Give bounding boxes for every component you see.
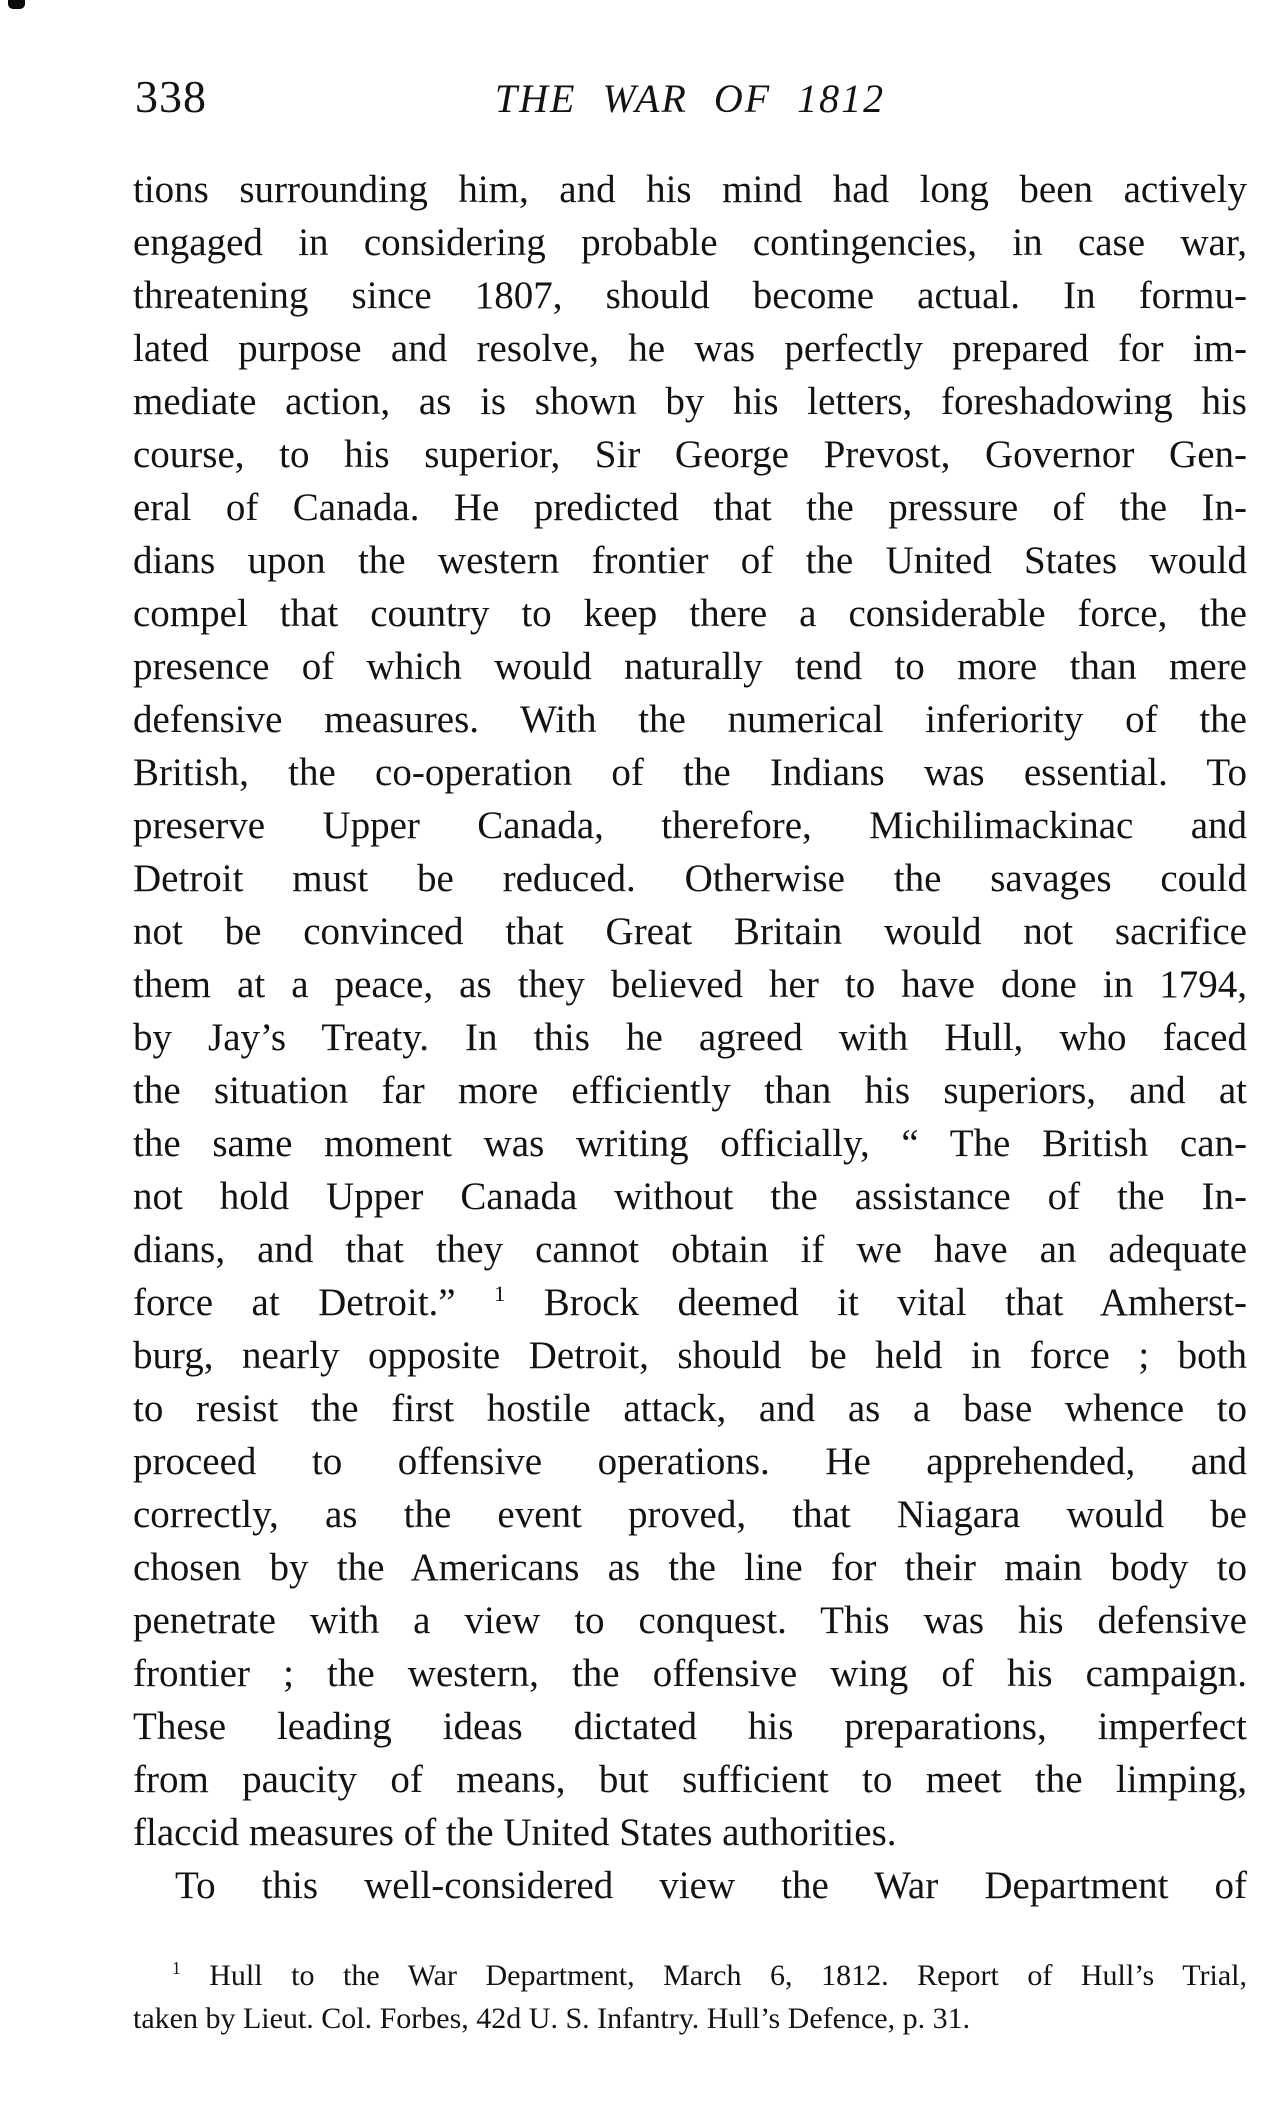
text-line: eral of Canada. He predicted that the pressure of the In- <box>133 486 1247 529</box>
text-line: course, to his superior, Sir George Prevost, Governor Gen- <box>133 433 1247 476</box>
text-line: British, the co-operation of the Indians was essential. To <box>133 751 1247 794</box>
text-line: proceed to offensive operations. He apprehended, and <box>133 1440 1247 1483</box>
text-line: them at a peace, as they believed her to have done in 1794, <box>133 963 1247 1006</box>
text-line: dians upon the western frontier of the United States would <box>133 539 1247 582</box>
text-line: Detroit must be reduced. Otherwise the savages could <box>133 857 1247 900</box>
text-line: force at Detroit.” $^1$ Brock deemed it vital that Amherst- <box>133 1281 1247 1324</box>
footnote-marker: 1 <box>172 1958 181 1978</box>
page-header <box>133 71 1247 124</box>
page-number: 338 <box>135 71 207 122</box>
text-line: tions surrounding him, and his mind had long been actively <box>133 168 1247 211</box>
footnote-marker: 1 <box>494 1281 506 1306</box>
text-line: by Jay’s Treaty. In this he agreed with Hull, who faced <box>133 1016 1247 1059</box>
text-line: not hold Upper Canada without the assistance of the In- <box>133 1175 1247 1218</box>
text-line: the situation far more efficiently than his superiors, and at <box>133 1069 1247 1112</box>
text-line: dians, and that they cannot obtain if we have an adequate <box>133 1228 1247 1271</box>
running-title: THE WAR OF 1812 <box>494 76 886 121</box>
text-line: compel that country to keep there a considerable force, the <box>133 592 1247 635</box>
text-line: lated purpose and resolve, he was perfectly prepared for im- <box>133 327 1247 370</box>
text-line: from paucity of means, but sufficient to meet the limping, <box>133 1758 1247 1801</box>
text-line: mediate action, as is shown by his letters, foreshadowing his <box>133 380 1247 423</box>
text-line: These leading ideas dictated his preparations, imperfect <box>133 1705 1247 1748</box>
text-line: preserve Upper Canada, therefore, Michilimackinac and <box>133 804 1247 847</box>
scan-artifact <box>8 0 25 9</box>
text-line: threatening since 1807, should become actual. In formu- <box>133 274 1247 317</box>
text-line: not be convinced that Great Britain would not sacrifice <box>133 910 1247 953</box>
text-line: defensive measures. With the numerical inferiority of the <box>133 698 1247 741</box>
body-text <box>133 163 1247 1912</box>
text-line: burg, nearly opposite Detroit, should be held in force ; both <box>133 1334 1247 1377</box>
text-line: engaged in considering probable contingencies, in case war, <box>133 221 1247 264</box>
text-line: taken by Lieut. Col. Forbes, 42d U. S. Infantry. Hull’s Defence, p. 31. <box>133 2002 971 2035</box>
text-line: flaccid measures of the United States authorities. <box>133 1811 897 1854</box>
text-line: presence of which would naturally tend to more than mere <box>133 645 1247 688</box>
text-line: $^1$ Hull to the War Department, March 6, 1812. Report of Hull’s Trial, <box>172 1958 1247 1992</box>
text-line: the same moment was writing officially, “ The British can- <box>133 1122 1247 1165</box>
text-line: chosen by the Americans as the line for their main body to <box>133 1546 1247 1589</box>
text-line: To this well-considered view the War Department of <box>175 1864 1247 1907</box>
footnote-text <box>133 1954 1247 2040</box>
text-line: to resist the first hostile attack, and as a base whence to <box>133 1387 1247 1430</box>
text-line: frontier ; the western, the offensive wing of his campaign. <box>133 1652 1247 1695</box>
text-line: penetrate with a view to conquest. This was his defensive <box>133 1599 1247 1642</box>
text-line: correctly, as the event proved, that Niagara would be <box>133 1493 1247 1536</box>
